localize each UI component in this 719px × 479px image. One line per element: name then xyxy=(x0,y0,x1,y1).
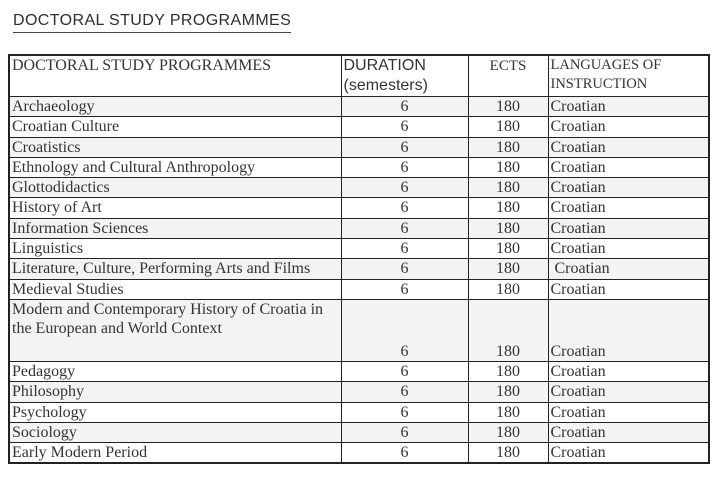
table-row xyxy=(9,299,709,361)
cell-programme: Croatistics xyxy=(9,137,341,157)
cell-ects: 180 xyxy=(468,157,548,177)
cell-duration: 6 xyxy=(341,443,468,464)
cell-programme: Modern and Contemporary History of Croatia in the European and World Context xyxy=(9,299,341,361)
cell-duration: 6 xyxy=(341,117,468,137)
table-row xyxy=(9,198,709,218)
cell-programme: Information Sciences xyxy=(9,218,341,238)
cell-programme: Psychology xyxy=(9,402,341,422)
cell-programme: Sociology xyxy=(9,422,341,442)
cell-programme: Literature, Culture, Performing Arts and Films xyxy=(9,259,341,279)
cell-language: Croatian xyxy=(548,218,709,238)
table-row xyxy=(9,117,709,137)
cell-ects: 180 xyxy=(468,382,548,402)
column-header-programmes: DOCTORAL STUDY PROGRAMMES xyxy=(9,55,341,97)
cell-language: Croatian xyxy=(548,198,709,218)
table-row xyxy=(9,361,709,381)
cell-duration: 6 xyxy=(341,239,468,259)
cell-language: Croatian xyxy=(548,361,709,381)
cell-language: Croatian xyxy=(548,279,709,299)
cell-ects: 180 xyxy=(468,198,548,218)
cell-language: Croatian xyxy=(548,259,709,279)
table-row xyxy=(9,97,709,117)
cell-ects: 180 xyxy=(468,402,548,422)
table-row xyxy=(9,402,709,422)
cell-ects: 180 xyxy=(468,178,548,198)
table-row xyxy=(9,382,709,402)
cell-language: Croatian xyxy=(548,382,709,402)
cell-programme: Glottodidactics xyxy=(9,178,341,198)
cell-programme: Archaeology xyxy=(9,97,341,117)
cell-duration: 6 xyxy=(341,402,468,422)
cell-language: Croatian xyxy=(548,178,709,198)
cell-programme: Ethnology and Cultural Anthropology xyxy=(9,157,341,177)
cell-language: Croatian xyxy=(548,422,709,442)
cell-duration: 6 xyxy=(341,422,468,442)
table-body xyxy=(9,97,709,464)
cell-ects: 180 xyxy=(468,299,548,361)
cell-duration: 6 xyxy=(341,97,468,117)
cell-duration: 6 xyxy=(341,382,468,402)
duration-header-line2: (semesters) xyxy=(343,77,428,94)
table-row xyxy=(9,218,709,238)
cell-programme: Early Modern Period xyxy=(9,443,341,464)
cell-duration: 6 xyxy=(341,279,468,299)
languages-header-line2: INSTRUCTION xyxy=(550,76,648,92)
cell-duration: 6 xyxy=(341,259,468,279)
page-title: DOCTORAL STUDY PROGRAMMES xyxy=(13,12,291,33)
cell-language: Croatian xyxy=(548,137,709,157)
cell-language: Croatian xyxy=(548,299,709,361)
cell-ects: 180 xyxy=(468,422,548,442)
table-row xyxy=(9,443,709,464)
cell-ects: 180 xyxy=(468,97,548,117)
cell-duration: 6 xyxy=(341,198,468,218)
cell-language: Croatian xyxy=(548,443,709,464)
cell-duration: 6 xyxy=(341,178,468,198)
cell-language: Croatian xyxy=(548,239,709,259)
cell-ects: 180 xyxy=(468,137,548,157)
cell-ects: 180 xyxy=(468,117,548,137)
cell-ects: 180 xyxy=(468,218,548,238)
table-row xyxy=(9,259,709,279)
table-header xyxy=(9,55,709,97)
cell-programme: History of Art xyxy=(9,198,341,218)
cell-language: Croatian xyxy=(548,117,709,137)
cell-ects: 180 xyxy=(468,259,548,279)
table-row xyxy=(9,157,709,177)
column-header-ects: ECTS xyxy=(468,55,548,97)
cell-duration: 6 xyxy=(341,218,468,238)
cell-programme: Linguistics xyxy=(9,239,341,259)
cell-ects: 180 xyxy=(468,443,548,464)
header-row xyxy=(9,55,709,97)
cell-programme: Croatian Culture xyxy=(9,117,341,137)
cell-duration: 6 xyxy=(341,361,468,381)
duration-header-line1: DURATION xyxy=(343,57,426,74)
cell-language: Croatian xyxy=(548,97,709,117)
table-row xyxy=(9,239,709,259)
cell-duration: 6 xyxy=(341,299,468,361)
programmes-table xyxy=(8,54,710,464)
table-row xyxy=(9,279,709,299)
column-header-languages xyxy=(548,55,709,97)
cell-ects: 180 xyxy=(468,279,548,299)
languages-header-line1: LANGUAGES OF xyxy=(550,57,662,73)
column-header-duration xyxy=(341,55,468,97)
table-row xyxy=(9,178,709,198)
cell-ects: 180 xyxy=(468,361,548,381)
cell-duration: 6 xyxy=(341,157,468,177)
table-row xyxy=(9,137,709,157)
cell-language: Croatian xyxy=(548,157,709,177)
table-row xyxy=(9,422,709,442)
cell-language: Croatian xyxy=(548,402,709,422)
cell-programme: Pedagogy xyxy=(9,361,341,381)
cell-programme: Medieval Studies xyxy=(9,279,341,299)
cell-duration: 6 xyxy=(341,137,468,157)
cell-programme: Philosophy xyxy=(9,382,341,402)
cell-ects: 180 xyxy=(468,239,548,259)
